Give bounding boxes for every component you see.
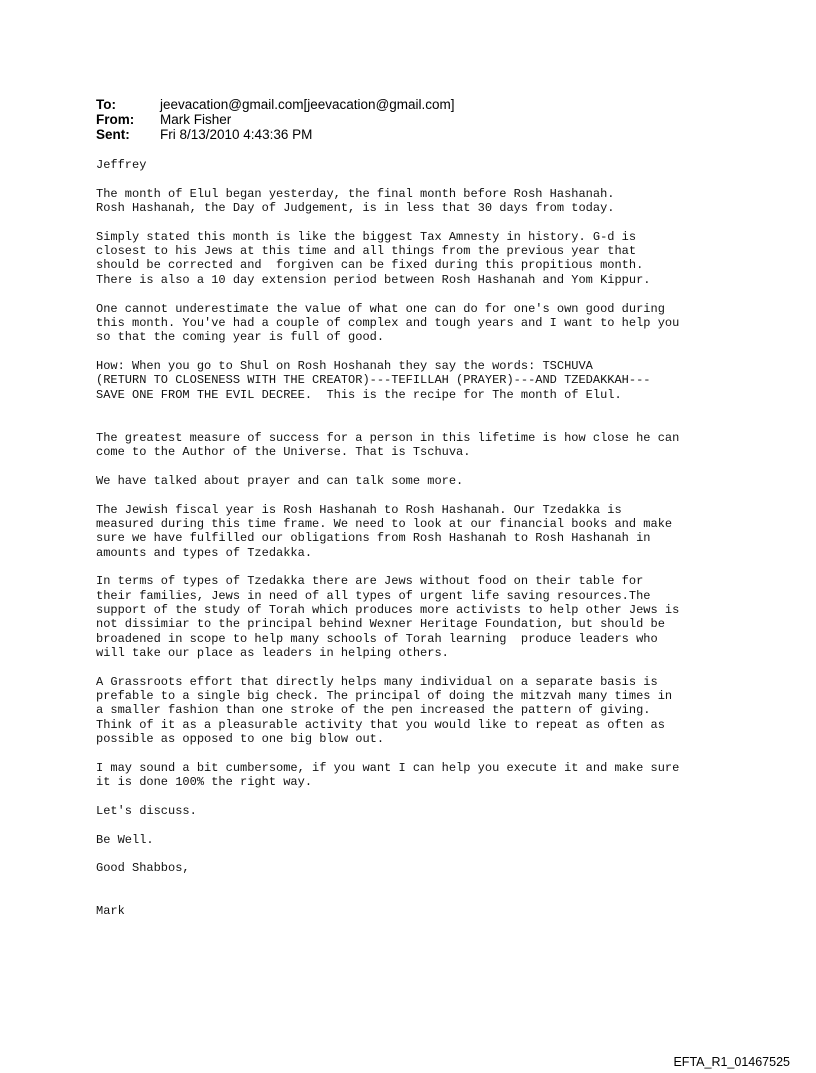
email-body <box>96 158 736 932</box>
body-paragraph: We have talked about prayer and can talk some more. <box>96 473 464 488</box>
to-label: To: <box>96 97 116 112</box>
greeting: Jeffrey <box>96 158 147 172</box>
body-paragraph: One cannot underestimate the value of what one can do for one's own good during this month. You've had a couple of complex and tough years and I want to help you so that the coming year is full of good. <box>96 301 680 345</box>
from-label: From: <box>96 112 135 127</box>
body-paragraph: I may sound a bit cumbersome, if you want I can help you execute it and make sure it is done 100% the right way. <box>96 760 680 789</box>
from-value: Mark Fisher <box>160 112 232 127</box>
body-paragraph: How: When you go to Shul on Rosh Hoshanah they say the words: TSCHUVA (RETURN TO CLOSENESS WITH THE CREATOR)---TEFILLAH (PRAYER)---AND TZEDAKKAH--- SAVE ONE FROM THE EVIL DECREE. This is the recipe for The month of Elul. <box>96 358 651 402</box>
body-paragraph: In terms of types of Tzedakka there are Jews without food on their table for their families, Jews in need of all types of urgent life saving resources.The support of the study of Torah which produces more activists to help other Jews is not dissimiar to the principal behind Wexner Heritage Foundation, but should be broadened in scope to help many schools of Torah learning produce leaders who will take our place as leaders in helping others. <box>96 574 680 660</box>
body-paragraph: The greatest measure of success for a person in this lifetime is how close he can come to the Author of the Universe. That is Tschuva. <box>96 430 680 460</box>
body-paragraph: The month of Elul began yesterday, the final month before Rosh Hashanah. Rosh Hashanah, the Day of Judgement, is in less that 30 days from today. <box>96 186 615 216</box>
signature: Mark <box>96 903 125 918</box>
body-paragraph: Let's discuss. <box>96 803 197 818</box>
to-row <box>96 97 455 112</box>
document-id: EFTA_R1_01467525 <box>673 1055 790 1069</box>
to-value: jeevacation@gmail.com[jeevacation@gmail.com] <box>160 97 455 112</box>
body-paragraph: A Grassroots effort that directly helps many individual on a separate basis is prefable to a single big check. The principal of doing the mitzvah many times in a smaller fashion than one stroke of the pen increased the pattern of giving. Think of it as a pleasurable activity that you would like to repeat as often as possible as opposed to one big blow out. <box>96 674 673 746</box>
closing-line: Good Shabbos, <box>96 861 190 876</box>
sent-label: Sent: <box>96 127 130 142</box>
from-row <box>96 112 455 127</box>
body-paragraph: Simply stated this month is like the biggest Tax Amnesty in history. G-d is closest to his Jews at this time and all things from the previous year that should be corrected and forgiven can be fixed during this propitious month. There is also a 10 day extension period between Rosh Hashanah and Yom Kippur. <box>96 229 651 287</box>
sent-value: Fri 8/13/2010 4:43:36 PM <box>160 127 313 142</box>
closing-line: Be Well. <box>96 832 154 847</box>
sent-row <box>96 127 455 142</box>
email-header <box>96 97 455 142</box>
body-paragraph: The Jewish fiscal year is Rosh Hashanah to Rosh Hashanah. Our Tzedakka is measured during this time frame. We need to look at our financial books and make sure we have fulfilled our obligations from Rosh Hashanah to Rosh Hashanah in amounts and types of Tzedakka. <box>96 502 673 560</box>
